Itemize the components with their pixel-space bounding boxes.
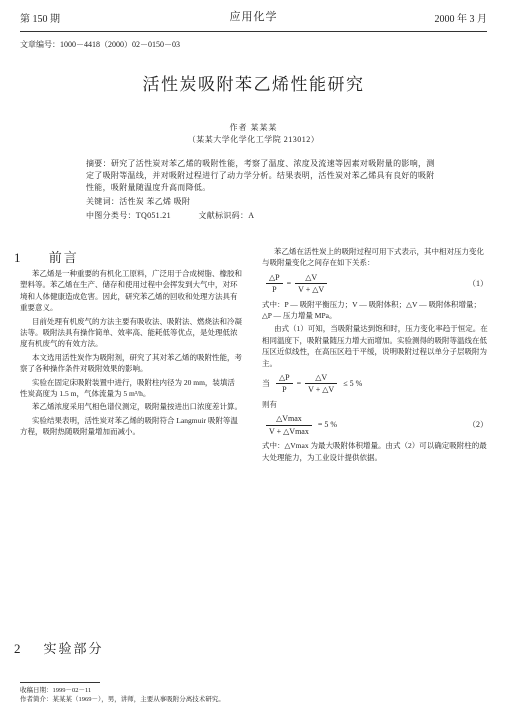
numerator: △Vmax <box>266 413 312 425</box>
paragraph: 式中：P — 吸附平衡压力；V — 吸附体积；△V — 吸附体积增量；△P — 压力增量 MPa。 <box>262 299 481 321</box>
right-column <box>262 246 488 465</box>
classification: 中图分类号：TQ051.21 <box>86 211 171 220</box>
left-column <box>20 268 242 440</box>
paragraph: 本文选用活性炭作为吸附剂，研究了其对苯乙烯的吸附性能，考察了各种操作条件对吸附效果的影响。 <box>20 352 242 374</box>
denominator: V + △V <box>298 285 325 295</box>
equation-number: （2） <box>468 420 488 430</box>
section-number: 2 <box>14 641 23 656</box>
article-meta <box>20 38 180 52</box>
numerator: △V <box>295 272 327 284</box>
section-heading-1 <box>14 247 79 266</box>
equation-3 <box>262 413 488 437</box>
denominator: P <box>282 385 287 395</box>
fraction <box>276 372 293 396</box>
header-issue: 第 150 期 <box>20 14 60 25</box>
paper-title: 活性炭吸附苯乙烯性能研究 <box>142 75 365 94</box>
doc-code: 文献标识码：A <box>198 211 255 220</box>
numerator: △P <box>266 272 283 284</box>
footnote-received: 收稿日期：1999－02－11 <box>20 687 92 694</box>
classification-line <box>86 210 436 222</box>
footnote <box>20 686 480 704</box>
equation-1: $\frac{\triangle P}{P}$ = $\frac{\triangle V}{V + \triangle V}$ （1） <box>262 272 488 296</box>
paragraph: 目前处理有机废气的方法主要有吸收法、吸附法、燃烧法和冷凝法等。吸附法具有操作简单、效率高、能耗低等优点，是处理低浓度有机废气的有效方法。 <box>20 316 242 349</box>
footnote-rule <box>20 682 100 683</box>
abstract-block <box>86 158 436 222</box>
paragraph: 苯乙烯浓度采用气相色谱仪测定，吸附量按进出口浓度差计算。 <box>32 402 242 412</box>
section-title: 前言 <box>48 250 79 265</box>
author-line: 作者 某某某 <box>229 123 278 132</box>
paragraph: 则有 <box>262 399 277 409</box>
numerator: △V <box>305 372 337 384</box>
affiliation-line: （某某大学化学化工学院 213012） <box>187 135 320 144</box>
equation-number: （1） <box>468 278 488 288</box>
header-journal: 应用化学 <box>229 11 278 23</box>
paragraph: 实验在固定床吸附装置中进行，吸附柱内径为 20 mm，装填活性炭高度为 1.5 m，气体流量为 5 m³/h。 <box>20 377 235 399</box>
article-number: 文章编号：1000－4418（2000）02－0150－03 <box>20 40 180 49</box>
denominator: V + △Vmax <box>269 426 309 436</box>
footnote-author: 作者简介：某某某（1969－），男，讲师，主要从事吸附分离技术研究。 <box>20 696 225 703</box>
header-rule <box>20 31 487 32</box>
fraction <box>266 413 312 437</box>
paragraph: 苯乙烯在活性炭上的吸附过程可用下式表示，其中相对压力变化与吸附量变化之间存在如下关系： <box>262 247 484 268</box>
keywords: 关键词：活性炭 苯乙烯 吸附 <box>86 197 191 206</box>
fraction <box>305 372 337 396</box>
header-date: 2000 年 3 月 <box>434 14 487 25</box>
fraction <box>295 272 327 296</box>
paragraph: 式中：△Vmax 为最大吸附体积增量。由式（2）可以确定吸附柱的最大处理能力，为工业设计提供依据。 <box>262 441 487 462</box>
fraction <box>266 272 283 296</box>
equation-rhs: = 5 % <box>317 420 338 430</box>
denominator: V + △V <box>308 385 335 395</box>
abstract-text: 摘要：研究了活性炭对苯乙烯的吸附性能，考察了温度、浓度及流速等因素对吸附量的影响，测定了吸附等温线，并对吸附过程进行了动力学分析。结果表明，活性炭对苯乙烯具有良好的吸附性能，吸附量随温度升高而降低。 <box>86 159 435 192</box>
paragraph: 由式（1）可知，当吸附量达到饱和时，压力变化率趋于恒定。在相同温度下，吸附量随压力增大而增加。实验测得的吸附等温线在低压区近似线性，在高压区趋于平缓，说明吸附过程以单分子层吸附为主。 <box>262 324 488 368</box>
section-title: 实验部分 <box>43 641 104 656</box>
denominator: P <box>272 285 277 295</box>
paragraph: 苯乙烯是一种重要的有机化工原料，广泛用于合成树脂、橡胶和塑料等。苯乙烯在生产、储存和使用过程中会挥发到大气中，对环境和人体健康造成危害。因此，研究苯乙烯的回收和处理方法具有重要意义。 <box>20 269 242 313</box>
paragraph: 实验结果表明，活性炭对苯乙烯的吸附符合 Langmuir 吸附等温方程，吸附热随吸附量增加而减小。 <box>20 415 238 437</box>
equation-prefix: 当 <box>262 378 270 388</box>
equation-2: 当 $\frac{\triangle P}{P}$ = $\frac{\triangle V}{V + \triangle V}$ ≤ 5 % <box>262 373 363 395</box>
section-heading-2 <box>14 638 104 657</box>
page-header <box>0 4 507 26</box>
section-number: 1 <box>14 250 23 265</box>
numerator: △P <box>276 372 293 384</box>
equation-suffix: ≤ 5 % <box>343 378 363 388</box>
